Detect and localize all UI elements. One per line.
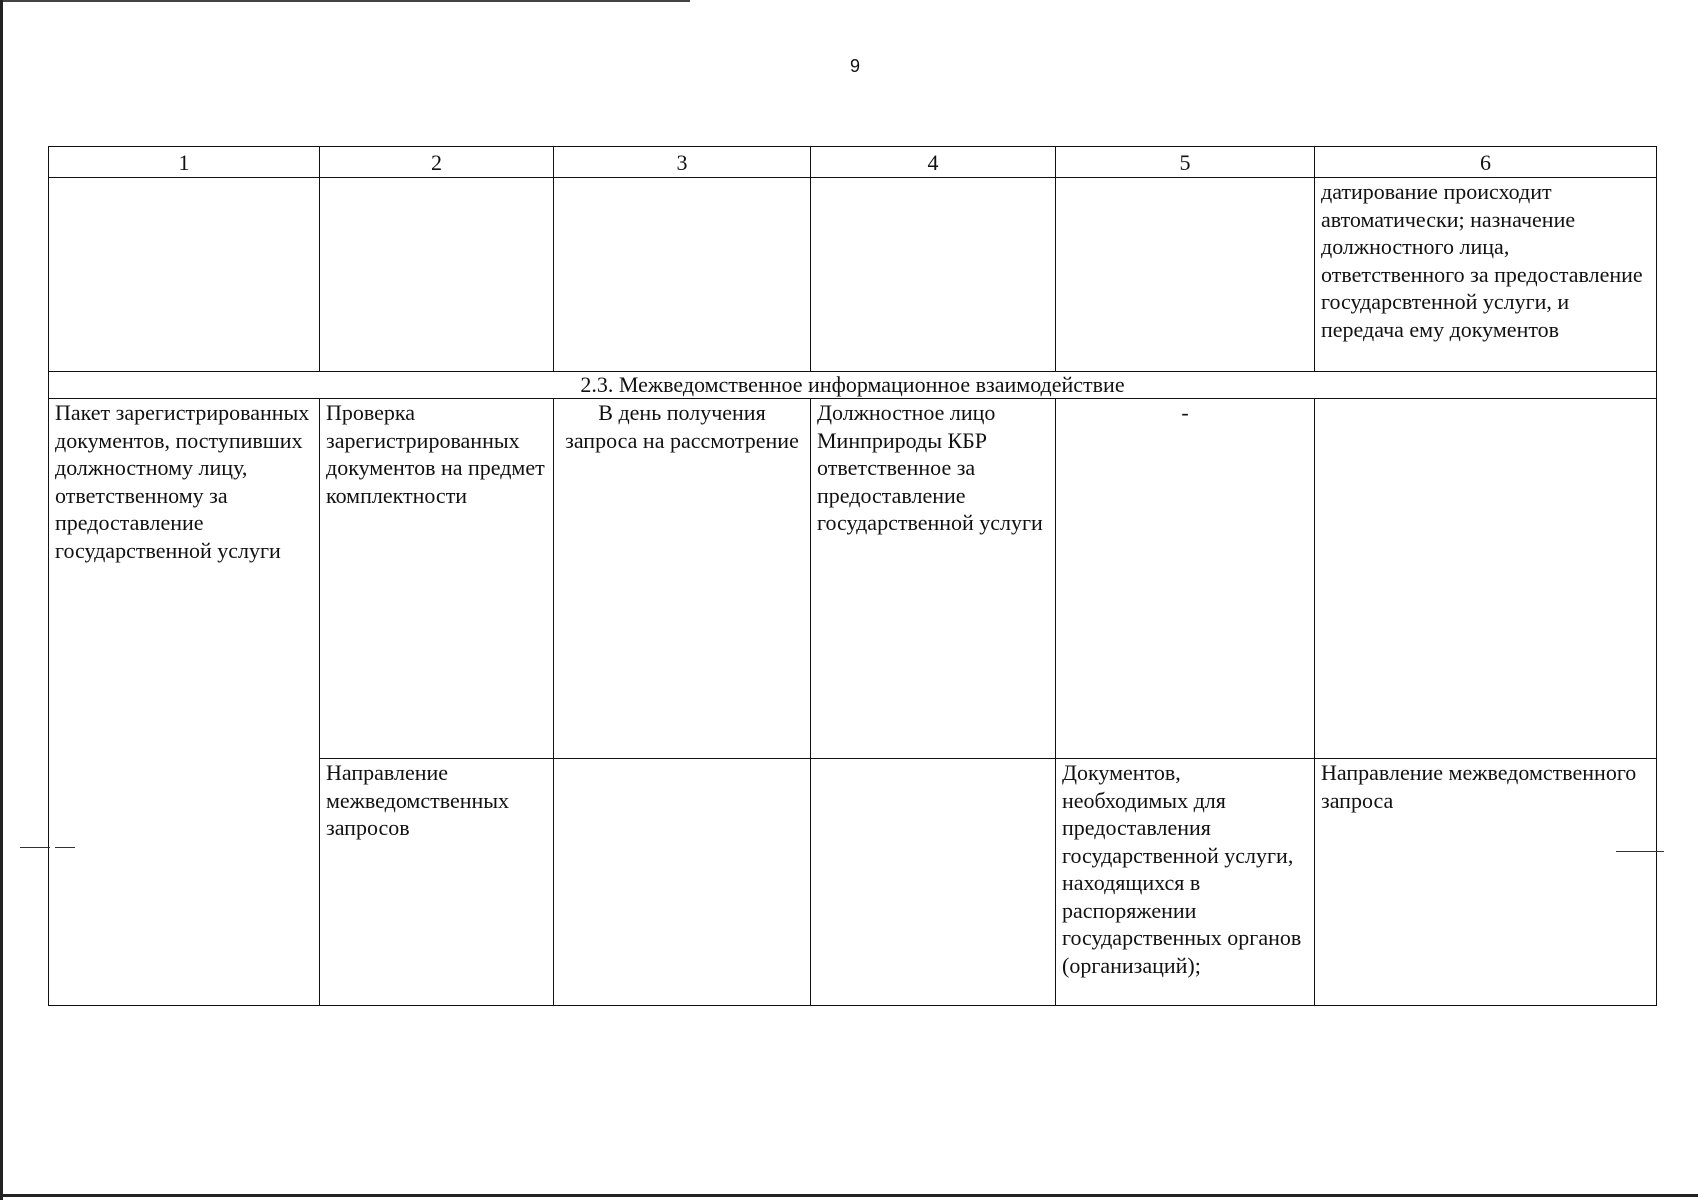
scan-artifact — [20, 847, 50, 848]
scan-border-top — [0, 0, 690, 2]
column-number: 5 — [1056, 147, 1315, 178]
table-cell: датирование происходит автоматически; назначение должностного лица, ответственного за предоставление государсвтенной услуги, и передача ему документов — [1315, 178, 1657, 372]
table-cell — [554, 759, 811, 1006]
table-cell: Направление межведомственного запроса — [1315, 759, 1657, 1006]
table-row — [49, 399, 1657, 759]
scan-border-left — [0, 0, 3, 1200]
continuation-row — [49, 178, 1657, 372]
column-number: 3 — [554, 147, 811, 178]
table-cell — [49, 178, 320, 372]
column-number: 1 — [49, 147, 320, 178]
table-cell — [811, 178, 1056, 372]
table-cell: Пакет зарегистрированных документов, поступивших должностному лицу, ответственному за предоставление государственной услуги — [49, 399, 320, 1006]
procedure-table — [48, 146, 1657, 1006]
table-cell: - — [1056, 399, 1315, 759]
section-header-row — [49, 372, 1657, 399]
table-cell — [1315, 399, 1657, 759]
table-cell — [811, 759, 1056, 1006]
page-number: 9 — [849, 56, 860, 76]
column-number-row — [49, 147, 1657, 178]
column-number: 2 — [320, 147, 554, 178]
table-cell — [1056, 178, 1315, 372]
table-cell: Направление межведомственных запросов — [320, 759, 554, 1006]
section-title: 2.3. Межведомственное информационное взаимодействие — [49, 372, 1657, 399]
table-cell: Документов, необходимых для предоставления государственной услуги, находящихся в распоряжении государственных органов (организаций); — [1056, 759, 1315, 1006]
column-number: 4 — [811, 147, 1056, 178]
scan-border-bottom — [0, 1194, 1698, 1197]
table-cell: Проверка зарегистрированных документов на предмет комплектности — [320, 399, 554, 759]
scan-artifact — [55, 847, 75, 848]
table-cell — [554, 178, 811, 372]
scan-artifact — [1616, 851, 1664, 852]
table-cell: Должностное лицо Минприроды КБР ответственное за предоставление государственной услуги — [811, 399, 1056, 759]
table-cell — [320, 178, 554, 372]
table-cell: В день получения запроса на рассмотрение — [554, 399, 811, 759]
column-number: 6 — [1315, 147, 1657, 178]
